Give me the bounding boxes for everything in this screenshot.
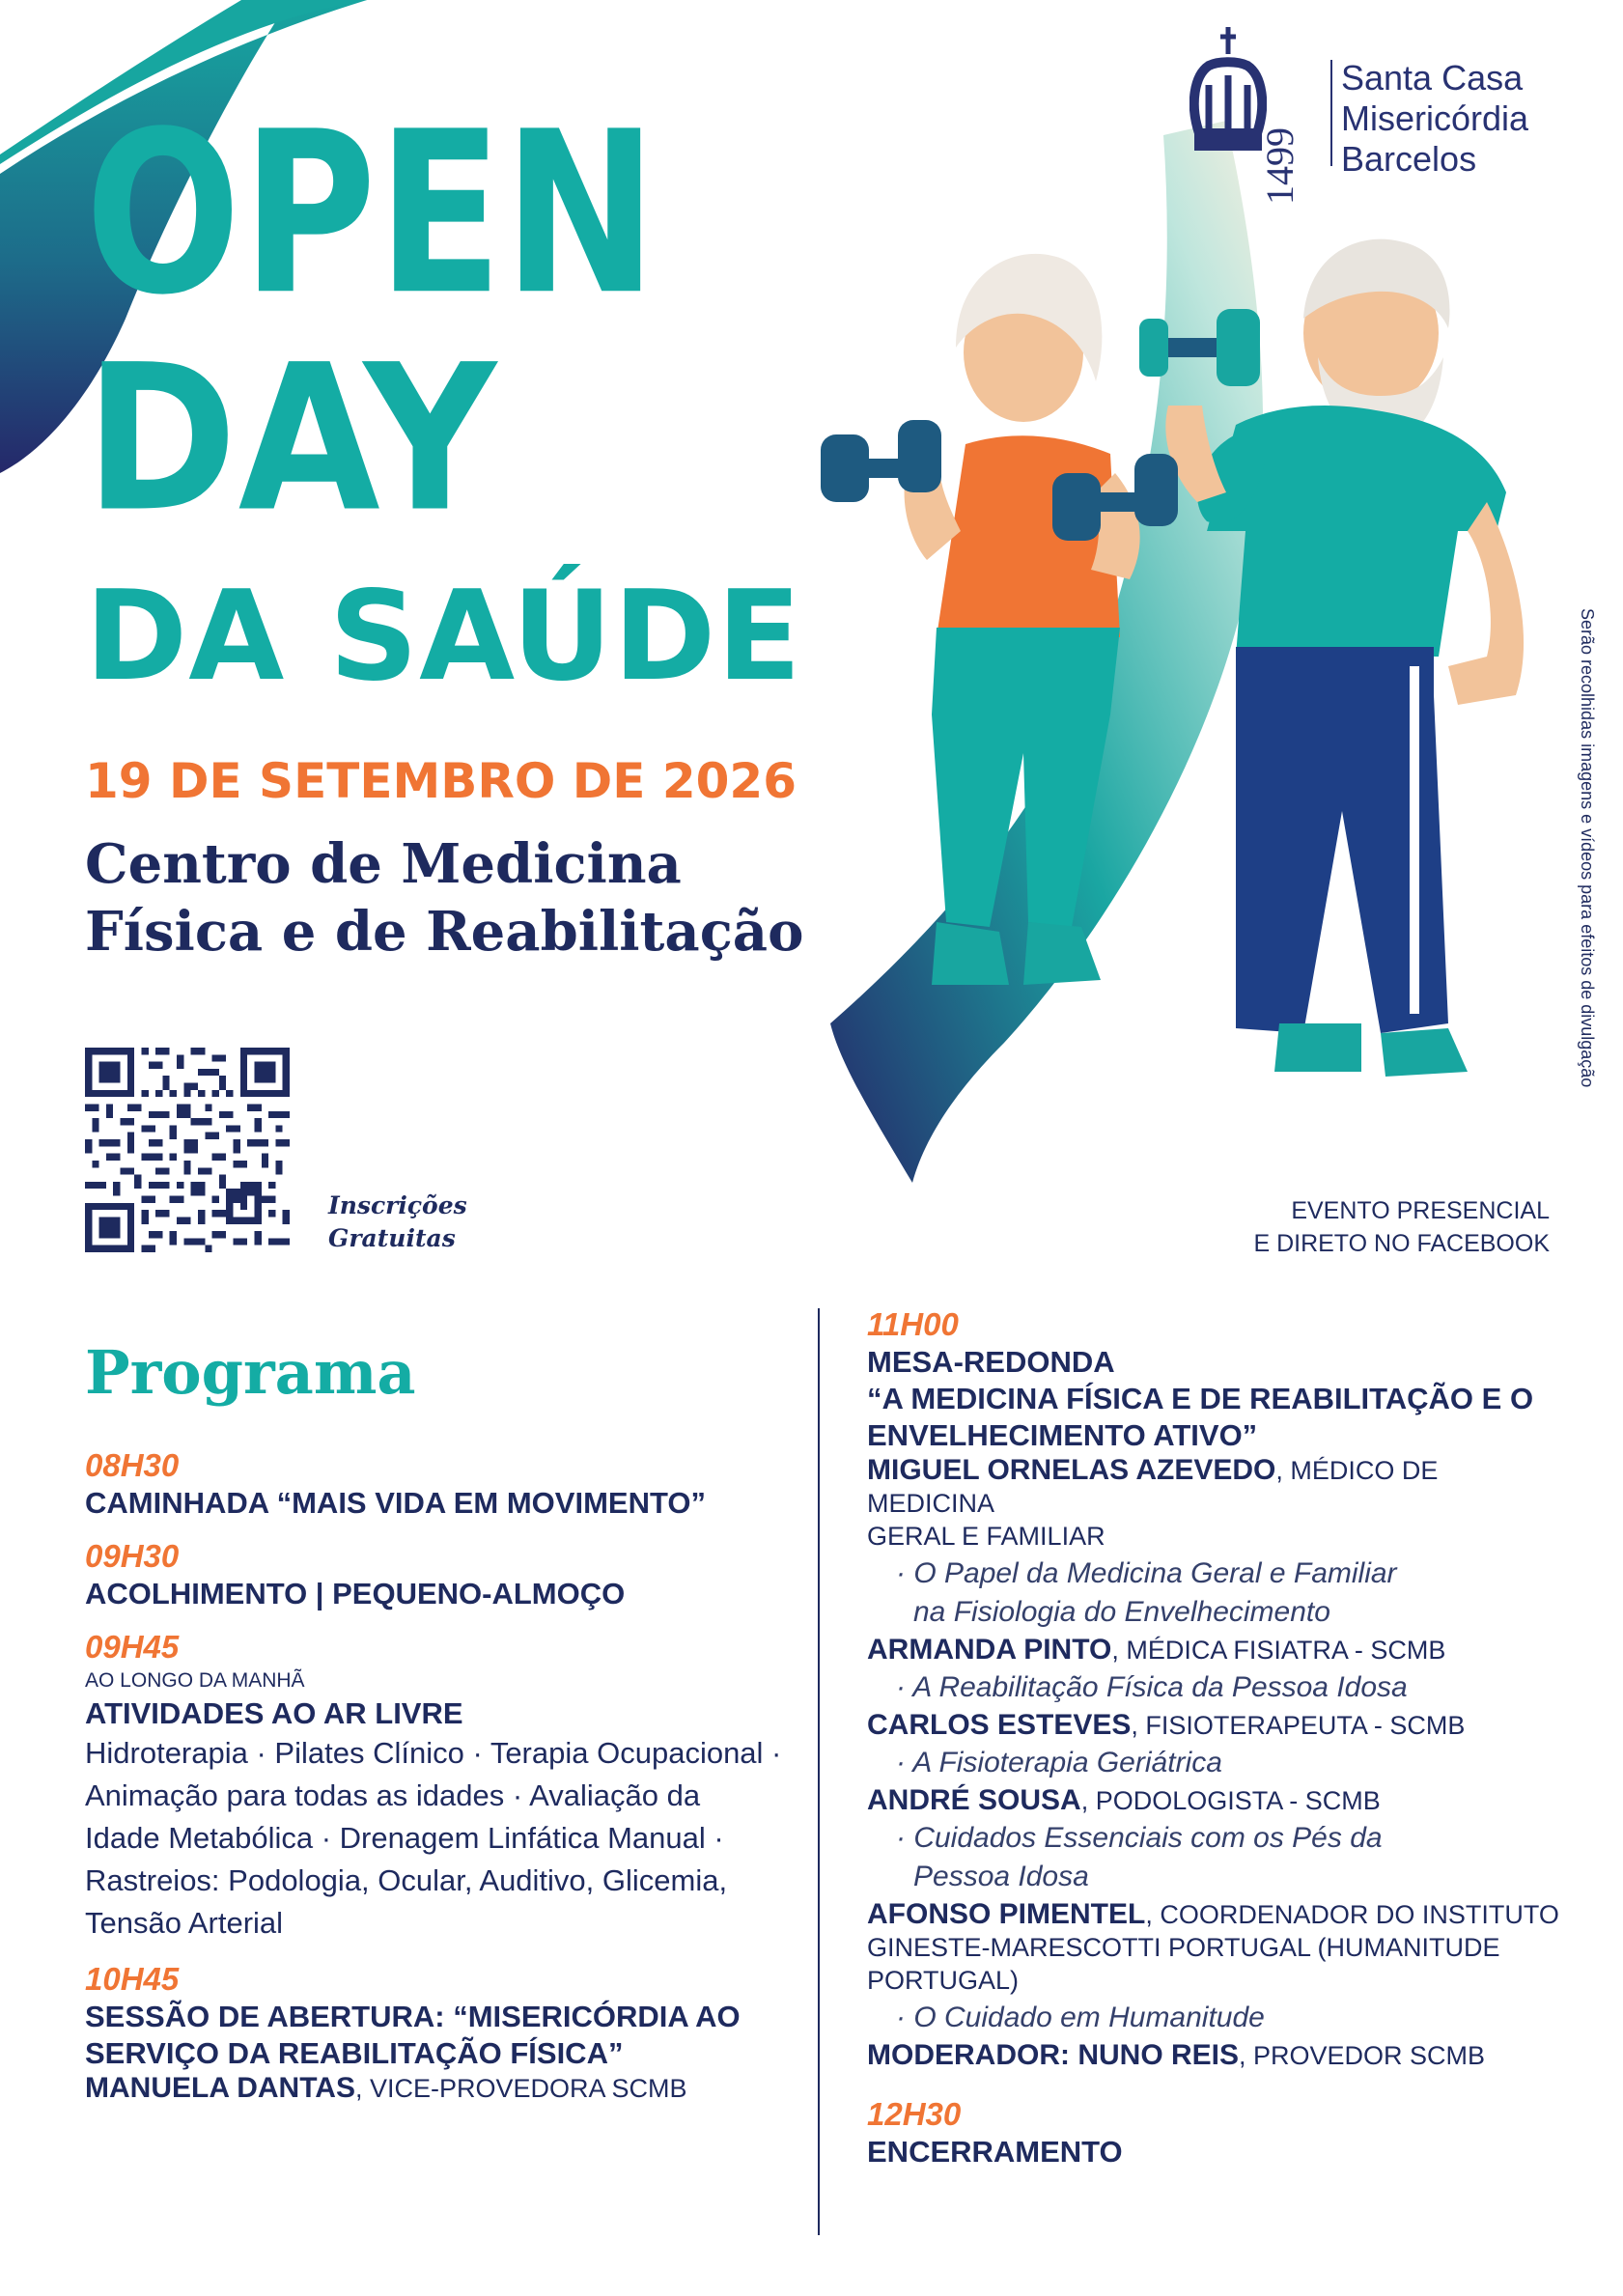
- program-time: 11H00: [867, 1306, 959, 1342]
- speaker: [867, 1898, 1562, 1931]
- speaker-role-cont: GERAL E FAMILIAR: [867, 1522, 1105, 1551]
- speaker-name: MANUELA DANTAS: [85, 2072, 355, 2104]
- program-heading: ENVELHECIMENTO ATIVO”: [867, 1418, 1258, 1452]
- speaker-name: MIGUEL ORNELAS AZEVEDO: [867, 1454, 1276, 1486]
- title-day: DAY: [85, 321, 498, 556]
- activity-line: Animação para todas as idades · Avaliação da: [85, 1778, 701, 1812]
- event-note: [1253, 1194, 1550, 1260]
- event-date: 19 DE SETEMBRO DE 2026: [85, 753, 797, 809]
- program-time: 09H30: [85, 1538, 180, 1574]
- speaker: [867, 1784, 1562, 1817]
- logo-text: [1341, 58, 1528, 180]
- moderator: [867, 2039, 1562, 2072]
- speaker-role-cont: PORTUGAL): [867, 1966, 1020, 1995]
- program-time: 12H30: [867, 2096, 962, 2132]
- speaker-role: , MÉDICA FISIATRA - SCMB: [1111, 1636, 1446, 1665]
- speaker: [85, 2072, 799, 2105]
- title-open: OPEN: [85, 83, 658, 345]
- registration-label: [328, 1190, 467, 1255]
- venue-line-1: Centro de Medicina: [85, 832, 682, 896]
- program-heading: ACOLHIMENTO | PEQUENO-ALMOÇO: [85, 1577, 626, 1610]
- woman-figure: [821, 254, 1178, 985]
- program-item: [85, 1628, 799, 1945]
- man-figure: [1139, 239, 1524, 1077]
- talk-title: · Cuidados Essenciais com os Pés da: [896, 1822, 1383, 1854]
- logo-divider: [1330, 60, 1332, 166]
- program-item: [85, 1960, 799, 2105]
- logo-line-3: Barcelos: [1341, 139, 1477, 179]
- program-subtitle: AO LONGO DA MANHÃ: [85, 1669, 305, 1692]
- program-left-column: [85, 1446, 799, 2120]
- program-heading: ATIVIDADES AO AR LIVRE: [85, 1696, 463, 1730]
- program-item: [867, 2095, 1562, 2170]
- talk-title: · O Cuidado em Humanitude: [896, 2002, 1265, 2033]
- logo-year: 1499: [1258, 127, 1301, 205]
- talk-title-cont: na Fisiologia do Envelhecimento: [913, 1596, 1330, 1628]
- program-heading: CAMINHADA “MAIS VIDA EM MOVIMENTO”: [85, 1486, 706, 1520]
- registration-line-2: Gratuitas: [328, 1224, 456, 1252]
- registration-qr-code[interactable]: [85, 1048, 290, 1252]
- speaker-name: AFONSO PIMENTEL: [867, 1898, 1146, 1930]
- speaker-role: , MÉDICO DE MEDICINA: [867, 1456, 1439, 1518]
- program-item: [85, 1537, 799, 1612]
- speaker-role-cont: GINESTE-MARESCOTTI PORTUGAL (HUMANITUDE: [867, 1933, 1500, 1962]
- program-heading: ENCERRAMENTO: [867, 2135, 1123, 2169]
- activity-line: Tensão Arterial: [85, 1906, 284, 1940]
- program-item: [867, 1305, 1562, 2072]
- speaker: [867, 1634, 1562, 1666]
- event-note-line-2: E DIRETO NO FACEBOOK: [1253, 1230, 1550, 1257]
- column-divider: [818, 1308, 820, 2235]
- program-time: 09H45: [85, 1629, 180, 1665]
- talk-title: · A Fisioterapia Geriátrica: [896, 1747, 1222, 1778]
- talk-title: · A Reabilitação Física da Pessoa Idosa: [896, 1671, 1408, 1703]
- speaker-name: CARLOS ESTEVES: [867, 1709, 1132, 1741]
- speaker-name: ARMANDA PINTO: [867, 1634, 1112, 1666]
- logo-line-1: Santa Casa: [1341, 58, 1524, 98]
- talk-title: · O Papel da Medicina Geral e Familiar: [896, 1557, 1397, 1589]
- speaker-role: , COORDENADOR DO INSTITUTO: [1145, 1900, 1559, 1929]
- title-da-saude: DA SAÚDE: [85, 565, 802, 709]
- speaker: [867, 1709, 1562, 1742]
- seniors-exercise-illustration: [821, 212, 1564, 1139]
- moderator-role: , PROVEDOR SCMB: [1239, 2041, 1486, 2070]
- speaker-name: ANDRÉ SOUSA: [867, 1784, 1081, 1816]
- speaker-role: , PODOLOGISTA - SCMB: [1080, 1786, 1381, 1815]
- program-heading: SESSÃO DE ABERTURA: “MISERICÓRDIA AO: [85, 2000, 741, 2033]
- venue-line-2: Física e de Reabilitação: [85, 900, 804, 964]
- activity-line: Hidroterapia · Pilates Clínico · Terapia Ocupacional ·: [85, 1736, 782, 1770]
- program-title: Programa: [85, 1337, 416, 1408]
- logo-line-2: Misericórdia: [1341, 98, 1529, 138]
- program-item: [85, 1446, 799, 1522]
- speaker: [867, 1454, 1562, 1520]
- side-note: Serão recolhidas imagens e vídeos para efeitos de divulgação: [1578, 608, 1597, 1088]
- registration-line-1: Inscrições: [328, 1191, 467, 1219]
- activity-line: Idade Metabólica · Drenagem Linfática Manual ·: [85, 1821, 724, 1855]
- moderator-name: MODERADOR: NUNO REIS: [867, 2039, 1240, 2071]
- program-heading: MESA-REDONDA: [867, 1345, 1115, 1379]
- program-heading: SERVIÇO DA REABILITAÇÃO FÍSICA”: [85, 2036, 624, 2070]
- speaker-role: , FISIOTERAPEUTA - SCMB: [1131, 1711, 1466, 1740]
- event-note-line-1: EVENTO PRESENCIAL: [1291, 1197, 1550, 1224]
- program-time: 08H30: [85, 1447, 180, 1483]
- program-right-column: [867, 1305, 1562, 2186]
- program-heading: “A MEDICINA FÍSICA E DE REABILITAÇÃO E O: [867, 1382, 1534, 1415]
- venue: [85, 830, 803, 966]
- talk-title-cont: Pessoa Idosa: [913, 1861, 1089, 1892]
- crown-logo-icon: [1189, 27, 1267, 172]
- speaker-role: , VICE-PROVEDORA SCMB: [354, 2074, 687, 2103]
- activity-line: Rastreios: Podologia, Ocular, Auditivo, Glicemia,: [85, 1863, 728, 1897]
- program-time: 10H45: [85, 1961, 180, 1997]
